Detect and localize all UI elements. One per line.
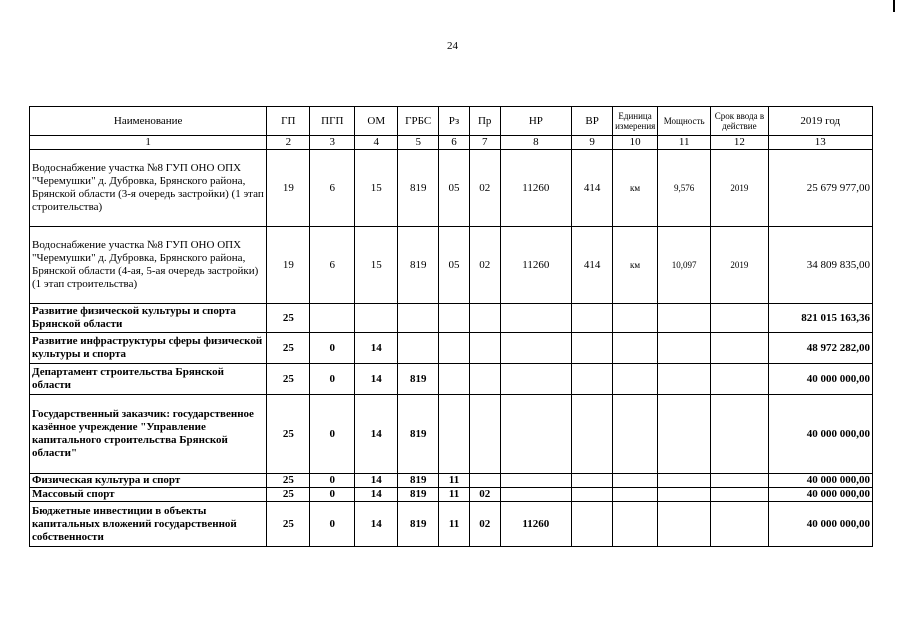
cell-grbs: 819 bbox=[398, 474, 439, 488]
cell-nr bbox=[500, 333, 572, 364]
cell-rz: 05 bbox=[439, 227, 470, 304]
row-name: Государственный заказчик: государственное казённое учреждение "Управление капитального строительства Брянской области" bbox=[30, 395, 267, 474]
cell-gp: 25 bbox=[267, 488, 310, 502]
row-name: Физическая культура и спорт bbox=[30, 474, 267, 488]
header-cell: Рз bbox=[439, 107, 470, 136]
header-cell: ГРБС bbox=[398, 107, 439, 136]
cell-rz bbox=[439, 333, 470, 364]
cell-unit bbox=[613, 304, 658, 333]
cell-pr bbox=[469, 304, 500, 333]
cell-unit: км bbox=[613, 150, 658, 227]
cell-amount: 48 972 282,00 bbox=[768, 333, 872, 364]
column-number: 7 bbox=[469, 136, 500, 150]
cell-grbs bbox=[398, 333, 439, 364]
cell-nr: 11260 bbox=[500, 227, 572, 304]
cell-pgp: 6 bbox=[310, 150, 355, 227]
column-number: 8 bbox=[500, 136, 572, 150]
column-number: 4 bbox=[355, 136, 398, 150]
table-row bbox=[30, 333, 873, 364]
table-row bbox=[30, 395, 873, 474]
cell-om: 14 bbox=[355, 488, 398, 502]
table-row bbox=[30, 227, 873, 304]
header-cell: ПГП bbox=[310, 107, 355, 136]
table-row bbox=[30, 304, 873, 333]
cell-pr bbox=[469, 364, 500, 395]
cell-pr: 02 bbox=[469, 150, 500, 227]
header-cell: ГП bbox=[267, 107, 310, 136]
cell-unit bbox=[613, 502, 658, 547]
row-name: Развитие физической культуры и спорта Брянской области bbox=[30, 304, 267, 333]
cell-unit bbox=[613, 395, 658, 474]
column-number: 12 bbox=[711, 136, 768, 150]
page-edge-mark bbox=[893, 0, 895, 12]
row-name: Департамент строительства Брянской области bbox=[30, 364, 267, 395]
cell-om bbox=[355, 304, 398, 333]
cell-gp: 25 bbox=[267, 304, 310, 333]
cell-capacity bbox=[658, 364, 711, 395]
cell-amount: 821 015 163,36 bbox=[768, 304, 872, 333]
cell-om: 14 bbox=[355, 395, 398, 474]
header-cell: НР bbox=[500, 107, 572, 136]
cell-capacity bbox=[658, 474, 711, 488]
cell-grbs: 819 bbox=[398, 227, 439, 304]
cell-vr bbox=[572, 502, 613, 547]
table-row bbox=[30, 502, 873, 547]
column-number: 13 bbox=[768, 136, 872, 150]
table-row bbox=[30, 150, 873, 227]
cell-gp: 25 bbox=[267, 502, 310, 547]
cell-gp: 25 bbox=[267, 474, 310, 488]
cell-term bbox=[711, 502, 768, 547]
cell-om: 15 bbox=[355, 150, 398, 227]
cell-amount: 34 809 835,00 bbox=[768, 227, 872, 304]
budget-table bbox=[29, 106, 873, 547]
cell-capacity: 10,097 bbox=[658, 227, 711, 304]
cell-term: 2019 bbox=[711, 150, 768, 227]
cell-pr bbox=[469, 333, 500, 364]
cell-grbs: 819 bbox=[398, 364, 439, 395]
cell-nr bbox=[500, 395, 572, 474]
cell-om: 14 bbox=[355, 474, 398, 488]
cell-pr: 02 bbox=[469, 502, 500, 547]
header-cell: ВР bbox=[572, 107, 613, 136]
column-number: 1 bbox=[30, 136, 267, 150]
cell-rz bbox=[439, 304, 470, 333]
cell-gp: 19 bbox=[267, 150, 310, 227]
cell-term bbox=[711, 304, 768, 333]
cell-om: 15 bbox=[355, 227, 398, 304]
cell-vr bbox=[572, 304, 613, 333]
cell-amount: 40 000 000,00 bbox=[768, 488, 872, 502]
cell-rz: 11 bbox=[439, 502, 470, 547]
cell-om: 14 bbox=[355, 502, 398, 547]
cell-pr bbox=[469, 395, 500, 474]
cell-capacity bbox=[658, 395, 711, 474]
cell-capacity bbox=[658, 502, 711, 547]
cell-pgp: 0 bbox=[310, 333, 355, 364]
cell-nr: 11260 bbox=[500, 150, 572, 227]
cell-pr bbox=[469, 474, 500, 488]
cell-pgp: 0 bbox=[310, 395, 355, 474]
cell-capacity bbox=[658, 304, 711, 333]
header-cell: Мощность bbox=[658, 107, 711, 136]
cell-pgp: 0 bbox=[310, 474, 355, 488]
cell-unit: км bbox=[613, 227, 658, 304]
cell-grbs bbox=[398, 304, 439, 333]
cell-pgp: 0 bbox=[310, 364, 355, 395]
cell-term bbox=[711, 474, 768, 488]
cell-term bbox=[711, 395, 768, 474]
cell-capacity bbox=[658, 488, 711, 502]
row-name: Водоснабжение участка №8 ГУП ОНО ОПХ "Черемушки" д. Дубровка, Брянского района, Брянской области (3-я очередь застройки) (1 этап строительства) bbox=[30, 150, 267, 227]
header-cell: 2019 год bbox=[768, 107, 872, 136]
row-name: Бюджетные инвестиции в объекты капитальных вложений государственной собственности bbox=[30, 502, 267, 547]
column-number: 6 bbox=[439, 136, 470, 150]
header-cell: Наименование bbox=[30, 107, 267, 136]
cell-nr: 11260 bbox=[500, 502, 572, 547]
cell-pgp: 0 bbox=[310, 502, 355, 547]
cell-nr bbox=[500, 364, 572, 395]
cell-om: 14 bbox=[355, 333, 398, 364]
cell-term bbox=[711, 333, 768, 364]
cell-vr bbox=[572, 474, 613, 488]
cell-grbs: 819 bbox=[398, 502, 439, 547]
cell-vr bbox=[572, 488, 613, 502]
cell-unit bbox=[613, 333, 658, 364]
cell-capacity bbox=[658, 333, 711, 364]
cell-pr: 02 bbox=[469, 227, 500, 304]
cell-nr bbox=[500, 474, 572, 488]
header-cell: Срок ввода в действие bbox=[711, 107, 768, 136]
cell-pgp: 6 bbox=[310, 227, 355, 304]
table-row bbox=[30, 488, 873, 502]
column-number-row bbox=[30, 136, 873, 150]
cell-rz bbox=[439, 364, 470, 395]
cell-nr bbox=[500, 488, 572, 502]
cell-grbs: 819 bbox=[398, 150, 439, 227]
table-header-row bbox=[30, 107, 873, 136]
row-name: Массовый спорт bbox=[30, 488, 267, 502]
cell-rz bbox=[439, 395, 470, 474]
table-row bbox=[30, 364, 873, 395]
cell-pgp bbox=[310, 304, 355, 333]
cell-gp: 25 bbox=[267, 364, 310, 395]
cell-unit bbox=[613, 474, 658, 488]
cell-term: 2019 bbox=[711, 227, 768, 304]
cell-capacity: 9,576 bbox=[658, 150, 711, 227]
cell-amount: 40 000 000,00 bbox=[768, 395, 872, 474]
cell-om: 14 bbox=[355, 364, 398, 395]
cell-term bbox=[711, 364, 768, 395]
cell-gp: 25 bbox=[267, 395, 310, 474]
cell-vr bbox=[572, 395, 613, 474]
cell-nr bbox=[500, 304, 572, 333]
header-cell: Единица измерения bbox=[613, 107, 658, 136]
cell-amount: 25 679 977,00 bbox=[768, 150, 872, 227]
header-cell: ОМ bbox=[355, 107, 398, 136]
row-name: Развитие инфраструктуры сферы физической культуры и спорта bbox=[30, 333, 267, 364]
cell-pr: 02 bbox=[469, 488, 500, 502]
cell-amount: 40 000 000,00 bbox=[768, 474, 872, 488]
header-cell: Пр bbox=[469, 107, 500, 136]
cell-amount: 40 000 000,00 bbox=[768, 502, 872, 547]
cell-rz: 11 bbox=[439, 474, 470, 488]
page-number: 24 bbox=[447, 40, 458, 52]
column-number: 3 bbox=[310, 136, 355, 150]
cell-unit bbox=[613, 364, 658, 395]
column-number: 11 bbox=[658, 136, 711, 150]
cell-vr: 414 bbox=[572, 150, 613, 227]
cell-vr bbox=[572, 364, 613, 395]
column-number: 5 bbox=[398, 136, 439, 150]
cell-term bbox=[711, 488, 768, 502]
cell-unit bbox=[613, 488, 658, 502]
column-number: 10 bbox=[613, 136, 658, 150]
cell-grbs: 819 bbox=[398, 488, 439, 502]
cell-rz: 11 bbox=[439, 488, 470, 502]
column-number: 2 bbox=[267, 136, 310, 150]
row-name: Водоснабжение участка №8 ГУП ОНО ОПХ "Черемушки" д. Дубровка, Брянского района, Брянской области (4-ая, 5-ая очередь застройки) (1 этап строительства) bbox=[30, 227, 267, 304]
cell-vr: 414 bbox=[572, 227, 613, 304]
cell-vr bbox=[572, 333, 613, 364]
table-row bbox=[30, 474, 873, 488]
cell-grbs: 819 bbox=[398, 395, 439, 474]
cell-pgp: 0 bbox=[310, 488, 355, 502]
cell-gp: 25 bbox=[267, 333, 310, 364]
cell-gp: 19 bbox=[267, 227, 310, 304]
cell-amount: 40 000 000,00 bbox=[768, 364, 872, 395]
column-number: 9 bbox=[572, 136, 613, 150]
cell-rz: 05 bbox=[439, 150, 470, 227]
